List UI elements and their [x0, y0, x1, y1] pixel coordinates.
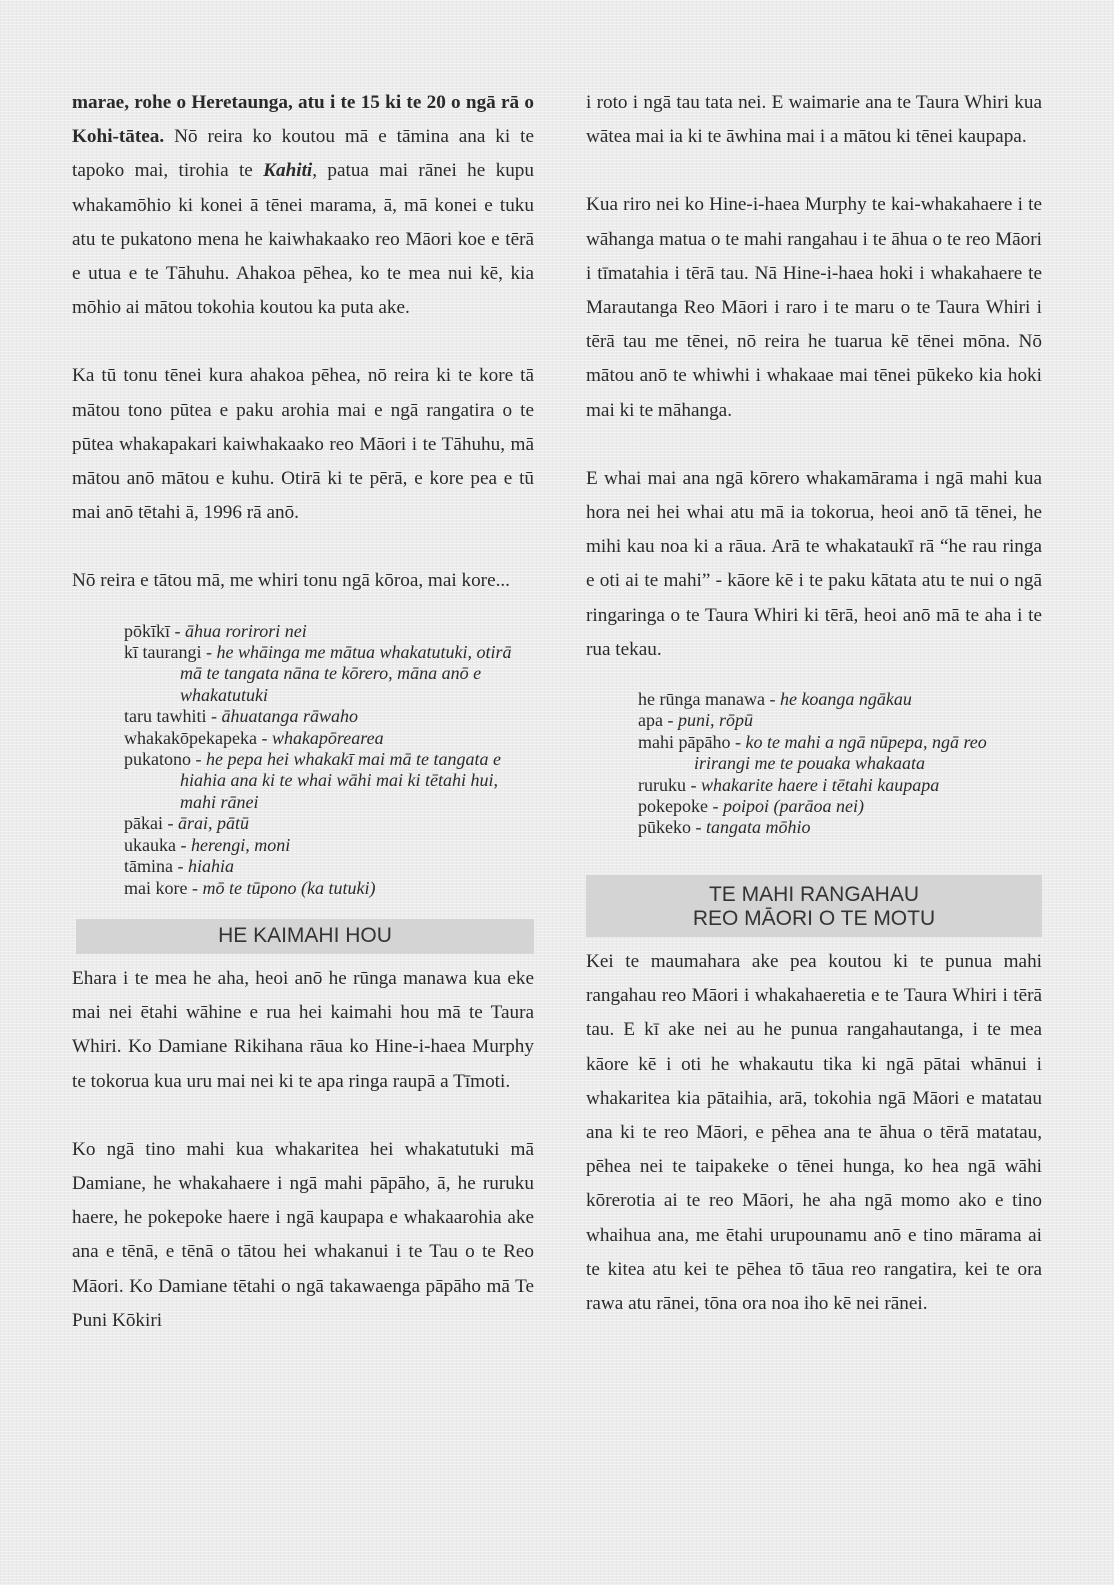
right-paragraph-2: Kua riro nei ko Hine-i-haea Murphy te kai-whakahaere i te wāhanga matua o te mahi rangahau i te āhua o te reo Māori i tīmatahia i tērā tau. Nā Hine-i-haea hoki i whakahaere te Marautanga Reo Māori i raro i te maru o te Taura Whiri i tērā tau me tēnei, nō reira he tuarua kē tēnei mōna. Nō mātou anō te whiwhi i whakaae mai tēnei pūkeko kia hoki mai ki te māhanga. — [586, 194, 1042, 421]
glossary-term: mai kore — [124, 877, 188, 898]
glossary-term: he rūnga manawa — [638, 689, 765, 710]
glossary-term: tāmina — [124, 856, 173, 877]
glossary-definition: he whāinga me mātua whakatutuki, otirā mā te tangata nāna te kōrero, māna anō e whakatutuki — [180, 642, 512, 705]
glossary-definition: whakapōrearea — [271, 727, 384, 748]
right-paragraph-3: E whai mai ana ngā kōrero whakamārama i ngā mahi kua hora nei hei whai atu mā ia tokorua, heoi anō tā tēnei, he mihi kau noa ki a rāua. Arā te whakataukī rā “he rau ringa e oti ai te mahi” - kāore kē i te paku kātata atu te nui o ngā ringaringa o te Taura Whiri ki tērā, heoi anō mā te aha i te rua tekau. — [586, 467, 1042, 660]
glossary-term: mahi pāpāho — [638, 731, 731, 752]
glossary-term: pūkeko — [638, 817, 691, 838]
glossary-term: pākai — [124, 813, 163, 834]
glossary-entry: ukauka - herengi, moni — [124, 834, 291, 855]
glossary-term: apa — [638, 710, 663, 731]
glossary-entry: tāmina - hiahia — [124, 856, 234, 877]
glossary-entry: whakakōpekapeka - whakapōrearea — [124, 727, 384, 748]
glossary-definition: herengi, moni — [190, 834, 291, 855]
left-paragraph-2: Ka tū tonu tēnei kura ahakoa pēhea, nō reira ki te kore tā mātou tono pūtea e paku arohia mai e ngā rangatira o te pūtea whakapakari kaiwhakaako reo Māori i te Tāhuhu, mā mātou anō mātou e kuhu. Otirā ki te pērā, e kore pea e tū mai anō tētahi ā, 1996 rā anō. — [72, 365, 534, 524]
right-paragraph-1: i roto i ngā tau tata nei. E waimarie ana te Taura Whiri kua wātea mai ia ki te āwhina mai i a mātou ki tēnei kaupapa. — [586, 92, 1042, 148]
glossary-term: whakakōpekapeka — [124, 727, 257, 748]
glossary-entry: pūkeko - tangata mōhio — [638, 817, 811, 838]
glossary-term: kī taurangi — [124, 642, 202, 663]
glossary-definition: puni, rōpū — [677, 710, 753, 731]
glossary-definition: tangata mōhio — [706, 817, 811, 838]
paragraph-text: Nō reira ko koutou mā e tāmina ana ki te tapoko mai, tirohia te — [72, 126, 534, 182]
glossary-entry: apa - puni, rōpū — [638, 710, 753, 731]
glossary-left — [124, 621, 534, 899]
glossary-entry: kī taurangi - he whāinga me mātua whakatutuki, otirā mā te tangata nāna te kōrero, māna anō e whakatutuki — [124, 642, 512, 705]
glossary-definition: ko te mahi a ngā nūpepa, ngā reo irirangi me te pouaka whakaata — [694, 731, 987, 774]
glossary-entry: pākai - ārai, pātū — [124, 813, 249, 834]
glossary-definition: he pepa hei whakakī mai mā te tangata e hiahia ana ki te whai wāhi mai ki tētahi hui, mahi rānei — [180, 749, 501, 812]
paragraph-text: , patua mai rānei he kupu whakamōhio ki konei ā tēnei marama, ā, mā konei e tuku atu te pukatono mena he kaiwhakaako reo Māori koe e tērā e utua e te Tāhuhu. Ahakoa pēhea, ko te mea nui kē, kia mōhio ai mātou tokohia koutou ka puta ake. — [72, 160, 534, 319]
left-paragraph-1 — [72, 86, 534, 325]
glossary-definition: āhuatanga rāwaho — [221, 706, 358, 727]
glossary-entry: mahi pāpāho - ko te mahi a ngā nūpepa, ngā reo irirangi me te pouaka whakaata — [638, 731, 987, 774]
glossary-term: ruruku — [638, 774, 686, 795]
glossary-entry: mai kore - mō te tūpono (ka tutuki) — [124, 877, 376, 898]
glossary-entry: he rūnga manawa - he koanga ngākau — [638, 689, 912, 710]
glossary-definition: poipoi (parāoa nei) — [722, 796, 864, 817]
right-paragraph-4: Kei te maumahara ake pea koutou ki te punua mahi rangahau reo Māori i whakahaeretia e te Taura Whiri i tērā tau. E kī ake nei au he punua rangahautanga, i te mea kāore kē i oti he whakautu tika ki ngā pātai whānui i whakaritea kia pātaihia, arā, tokohia ngā Māori e matatau ana ki te reo Māori, e pēhea ana te āhua o tērā matatau, pēhea nei te taipakeke o tēnei hunga, ko hea ngā wāhi kōrerotia ai te reo Māori, he aha ngā momo ako e tino whaihua ana, me ētahi urupounamu anō e tino mārama ai te kitea atu kei te pēhea tō tāua reo rangatira, kei te ora rawa atu rānei, tōna ora noa iho kē nei rānei. — [586, 950, 1042, 1314]
kahiti-title: Kahiti — [263, 160, 313, 182]
heading-line-1: TE MAHI RANGAHAU — [708, 882, 920, 906]
glossary-entry: taru tawhiti - āhuatanga rāwaho — [124, 706, 358, 727]
glossary-entry: ruruku - whakarite haere i tētahi kaupapa — [638, 774, 940, 795]
glossary-definition: mō te tūpono (ka tutuki) — [202, 877, 376, 898]
glossary-entry: pukatono - he pepa hei whakakī mai mā te tangata e hiahia ana ki te whai wāhi mai ki tētahi hui, mahi rānei — [124, 749, 501, 812]
glossary-term: pōkīkī — [124, 620, 171, 641]
glossary-term: pokepoke — [638, 796, 708, 817]
left-column — [72, 86, 534, 1338]
right-column — [586, 86, 1042, 1321]
glossary-entry: pokepoke - poipoi (parāoa nei) — [638, 796, 864, 817]
glossary-definition: hiahia — [187, 856, 234, 877]
section-heading-new-staff: HE KAIMAHI HOU — [76, 919, 534, 954]
glossary-right — [638, 689, 1042, 839]
glossary-definition: whakarite haere i tētahi kaupapa — [701, 774, 940, 795]
glossary-term: ukauka — [124, 834, 176, 855]
left-paragraph-5: Ko ngā tino mahi kua whakaritea hei whakatutuki mā Damiane, he whakahaere i ngā mahi pāpāho, ā, he ruruku haere, he pokepoke haere i ngā kaupapa e whakaarohia ake ana e tēnā, e tēnā o tātou hei whakanui i te Tau o te Reo Māori. Ko Damiane tētahi o ngā takawaenga pāpāho mā Te Puni Kōkiri — [72, 1138, 534, 1331]
glossary-definition: āhua rorirori nei — [185, 620, 307, 641]
glossary-definition: he koanga ngākau — [779, 689, 912, 710]
heading-line-2: REO MĀORI O TE MOTU — [692, 906, 936, 930]
event-dates-bold: marae, rohe o Heretaunga, atu i te 15 ki te 20 o ngā rā o Kohi-tātea. — [72, 92, 534, 148]
glossary-term: pukatono — [124, 749, 191, 770]
glossary-entry: pōkīkī - āhua rorirori nei — [124, 620, 307, 641]
left-paragraph-4: Ehara i te mea he aha, heoi anō he rūnga manawa kua eke mai nei ētahi wāhine e rua hei kaimahi hou mā te Taura Whiri. Ko Damiane Rikihana rāua ko Hine-i-haea Murphy te tokorua kua uru mai nei ki te apa ringa raupā a Tīmoti. — [72, 967, 534, 1092]
left-paragraph-3: Nō reira e tātou mā, me whiri tonu ngā kōroa, mai kore... — [72, 570, 510, 592]
glossary-definition: ārai, pātū — [177, 813, 249, 834]
glossary-term: taru tawhiti — [124, 706, 207, 727]
section-heading-survey — [586, 875, 1042, 937]
